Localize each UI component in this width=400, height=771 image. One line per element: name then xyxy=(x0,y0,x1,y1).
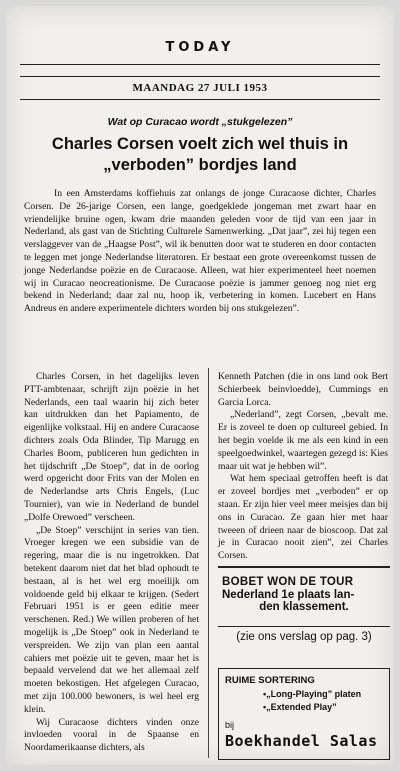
headline-line-2: „verboden” bordjes land xyxy=(103,156,297,174)
masthead-rule-middle xyxy=(20,76,380,77)
ad-bij-label: bij xyxy=(225,720,235,730)
right-paragraph-1: Kenneth Patchen (die in ons land ook Bert Schierbeek beinvloedde), Cummings en Garcia Lorca. xyxy=(218,371,388,408)
right-paragraph-2: „Nederland”, zegt Corsen, „bevalt me. Er is zoveel te doen op cultureel gebied. In het begin voelde ik me als een kind in een speelgoedwinkel, waartegen gezegd is: Kies maar uit wat je hebben wil”. xyxy=(218,409,388,472)
tour-news-box xyxy=(218,566,390,627)
tour-headline: BOBET WON DE TOUR xyxy=(222,576,354,588)
left-paragraph-2: „De Stoep” verschijnt in series van tien. Vroeger kregen we een subsidie van de regering, maar die is nu ingetrokken. Dat betekent daarom niet dat het blad ophoudt te bestaan, al is het wel erg moeilijk om voldoende geld bij elkaar te krijgen. (Sedert Februari 1951 is er geen editie meer verschenen. Red.) We willen proberen of het mogelijk is „De Stoep” ook in Nederland te verspreiden. We zijn van plan een aantal cahiers met poëzie uit te geven, maar het is bepaald vervelend dat we het allemaal zelf moeten bekostigen. Het afgelegen Curacao, met zijn 100.000 bewoners, is wel heel erg klein. xyxy=(24,524,199,715)
right-paragraph-3: Wat hem speciaal getroffen heeft is dat er zoveel bordjes met „verboden” er op staan. Er zijn hier veel meer meisjes dan bij ons in Curacao. Ze gaan hier met haar tweeen of drieen naar de bioscoop. Dat zal je in Curacao nooit zien”, zei Charles Corsen. xyxy=(218,473,388,562)
ad-title: RUIME SORTERING xyxy=(225,675,315,686)
dateline-rule xyxy=(20,99,380,100)
headline-line-1: Charles Corsen voelt zich wel thuis in xyxy=(51,135,349,153)
tour-subline-1: Nederland 1e plaats lan- xyxy=(222,589,355,601)
column-divider xyxy=(208,368,209,758)
ad-shop-name: Boekhandel Salas xyxy=(225,732,378,750)
left-paragraph-3: Wij Curacaose dichters vinden onze invloeden vooral in de Spaanse en Noordamerikaanse dichters, als xyxy=(24,716,199,754)
newspaper-clipping xyxy=(6,6,394,765)
tour-subline-2: den klassement. xyxy=(259,601,349,613)
article-headline xyxy=(14,134,386,176)
bookshop-advertisement xyxy=(218,668,390,760)
ad-item-extended-play: • „Extended Play” xyxy=(263,702,389,712)
dateline: MAANDAG 27 JULI 1953 xyxy=(132,82,268,94)
article-intro: In een Amsterdams koffiehuis zat onlangs de jonge Curacaose dichter, Charles Corsen. De 26-jarige Corsen, een lange, goedgeklede jongeman met zwart haar en vriendelijke bruine ogen, kwam drie maanden geleden voor de tijd van een jaar in Nederland, als gast van de Stichting Culturele Samenwerking. „Dat jaar”, zei hij tegen een verslaggever van de „Haagse Post”, wil ik benutten door wat te studeren en door contacten te leggen met jonge Nederlandse literatoren. Er bestaat een grote overeenkomst tussen de jonge Nederlandse poëzie en de Curacaose. Alleen, wat hier experimenteel heet noemen wij in Curacao neocreationisme. De Curacaose poëzie is jammer genoeg nog niet erg bekend in Nederland; daar zal nu, hoop ik, verbetering in komen. Lucebert en Hans Andreus en andere experimentele dichters worden bij ons stukgelezen”. xyxy=(24,188,376,315)
left-paragraph-1: Charles Corsen, in het dagelijks leven PTT-ambtenaar, schrijft zijn poëzie in het Nederlands, een taal waarin hij zich beter kan uitdrukken dan het Papiamento, de eigenlijke volkstaal. Hij en andere Curacaose dichters zoals Oda Blinder, Tip Marugg en Charles Boom, publiceren hun gedichten in het tijdschrift „De Stoep”, dat in de oorlog werd opgericht door Frits van der Molen en de Nederlandse arts Chris Engels, (Luc Tournier), van wie in Nederland de bundel „Dolfe Orewoed” verscheen. xyxy=(24,371,199,523)
ad-item-long-playing: • „Long-Playing” platen xyxy=(263,689,389,699)
right-column xyxy=(218,371,388,563)
masthead: TODAY xyxy=(165,40,235,55)
masthead-rule-top xyxy=(20,64,380,65)
tour-reference-note: (zie ons verslag op pag. 3) xyxy=(236,631,372,643)
left-column xyxy=(24,371,199,755)
article-kicker: Wat op Curacao wordt „stukgelezen” xyxy=(107,116,293,128)
